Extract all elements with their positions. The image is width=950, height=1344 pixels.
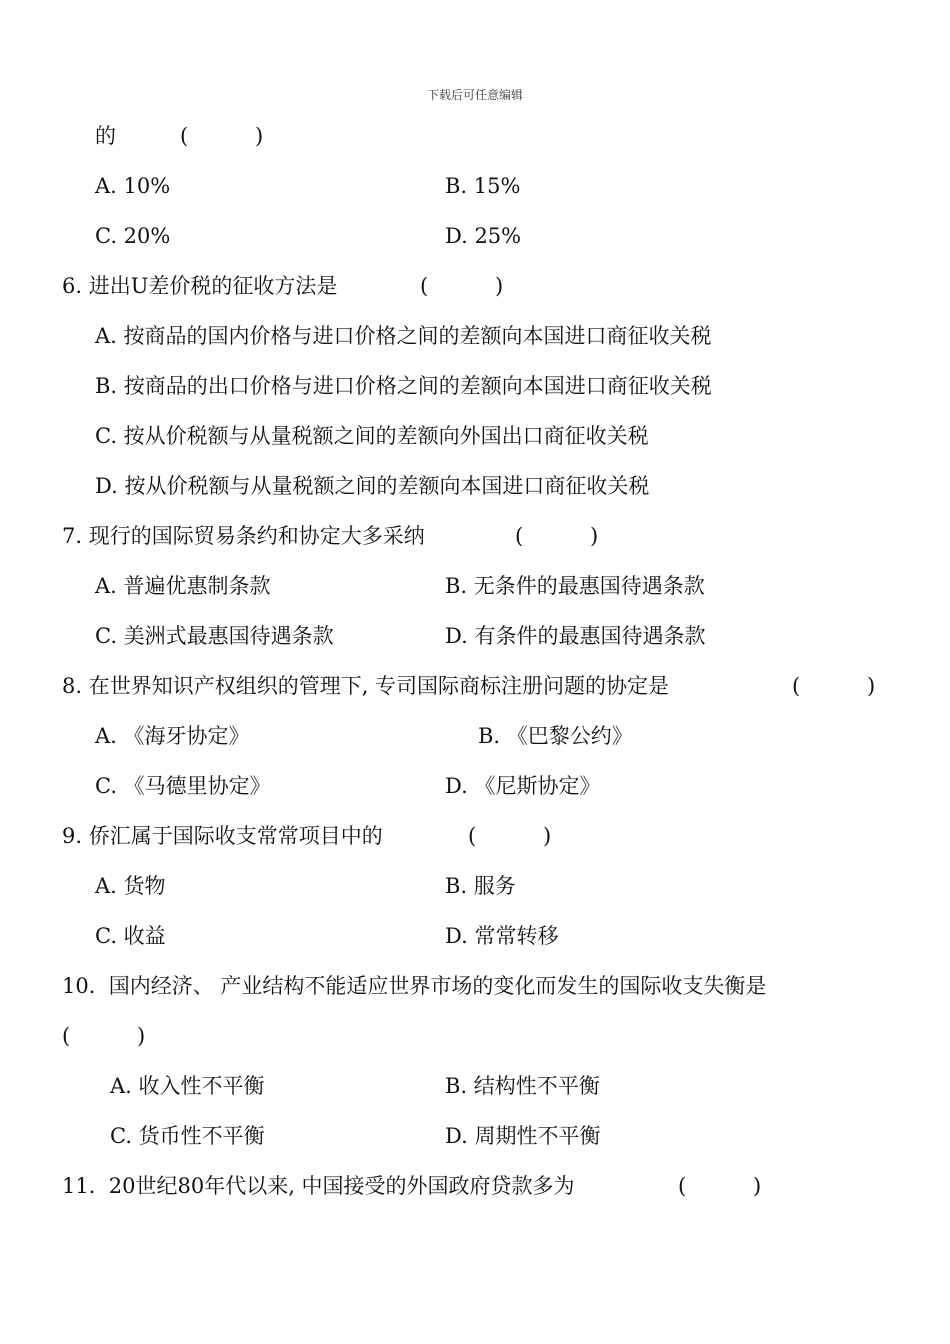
q11-answer-blank: ( )	[678, 1174, 762, 1198]
q5-option-b: B. 15%	[445, 174, 521, 198]
q10-option-c: C. 货币性不平衡	[110, 1124, 265, 1148]
q5-answer-blank: ( )	[180, 124, 264, 148]
q6-option-c: C. 按从价税额与从量税额之间的差额向外国出口商征收关税	[95, 424, 649, 448]
q6-answer-blank: ( )	[420, 274, 504, 298]
q7-option-c: C. 美洲式最惠国待遇条款	[95, 624, 334, 648]
q6-option-a: A. 按商品的国内价格与进口价格之间的差额向本国进口商征收关税	[95, 324, 712, 348]
q8-option-a: A. 《海牙协定》	[95, 724, 250, 748]
q5-stem-tail: 的	[95, 124, 116, 148]
q10-answer-blank: ( )	[62, 1024, 146, 1048]
q5-option-c: C. 20%	[95, 224, 171, 248]
q6-option-b: B. 按商品的出口价格与进口价格之间的差额向本国进口商征收关税	[95, 374, 712, 398]
q10-option-a: A. 收入性不平衡	[110, 1074, 265, 1098]
q7-option-d: D. 有条件的最惠国待遇条款	[445, 624, 706, 648]
q9-stem: 9. 侨汇属于国际收支常常项目中的	[62, 824, 383, 848]
q10-stem: 10. 国内经济、 产业结构不能适应世界市场的变化而发生的国际收支失衡是	[62, 974, 767, 998]
q9-answer-blank: ( )	[468, 824, 552, 848]
q8-option-b: B. 《巴黎公约》	[478, 724, 633, 748]
q8-answer-blank: ( )	[792, 674, 876, 698]
q7-option-a: A. 普遍优惠制条款	[95, 574, 271, 598]
q9-option-a: A. 货物	[95, 874, 166, 898]
q5-option-a: A. 10%	[95, 174, 171, 198]
q7-option-b: B. 无条件的最惠国待遇条款	[445, 574, 705, 598]
q7-answer-blank: ( )	[515, 524, 599, 548]
page-header: 下载后可任意编辑	[426, 88, 523, 102]
q8-option-d: D. 《尼斯协定》	[445, 774, 601, 798]
q10-option-b: B. 结构性不平衡	[445, 1074, 600, 1098]
q6-stem: 6. 进出U差价税的征收方法是	[62, 274, 338, 298]
q10-option-d: D. 周期性不平衡	[445, 1124, 601, 1148]
q7-stem: 7. 现行的国际贸易条约和协定大多采纳	[62, 524, 425, 548]
q8-option-c: C. 《马德里协定》	[95, 774, 271, 798]
q9-option-d: D. 常常转移	[445, 924, 559, 948]
q9-option-c: C. 收益	[95, 924, 166, 948]
q6-option-d: D. 按从价税额与从量税额之间的差额向本国进口商征收关税	[95, 474, 650, 498]
q5-option-d: D. 25%	[445, 224, 522, 248]
q8-stem: 8. 在世界知识产权组织的管理下, 专司国际商标注册问题的协定是	[62, 674, 670, 698]
q9-option-b: B. 服务	[445, 874, 516, 898]
q11-stem: 11. 20世纪80年代以来, 中国接受的外国政府贷款多为	[62, 1174, 575, 1198]
